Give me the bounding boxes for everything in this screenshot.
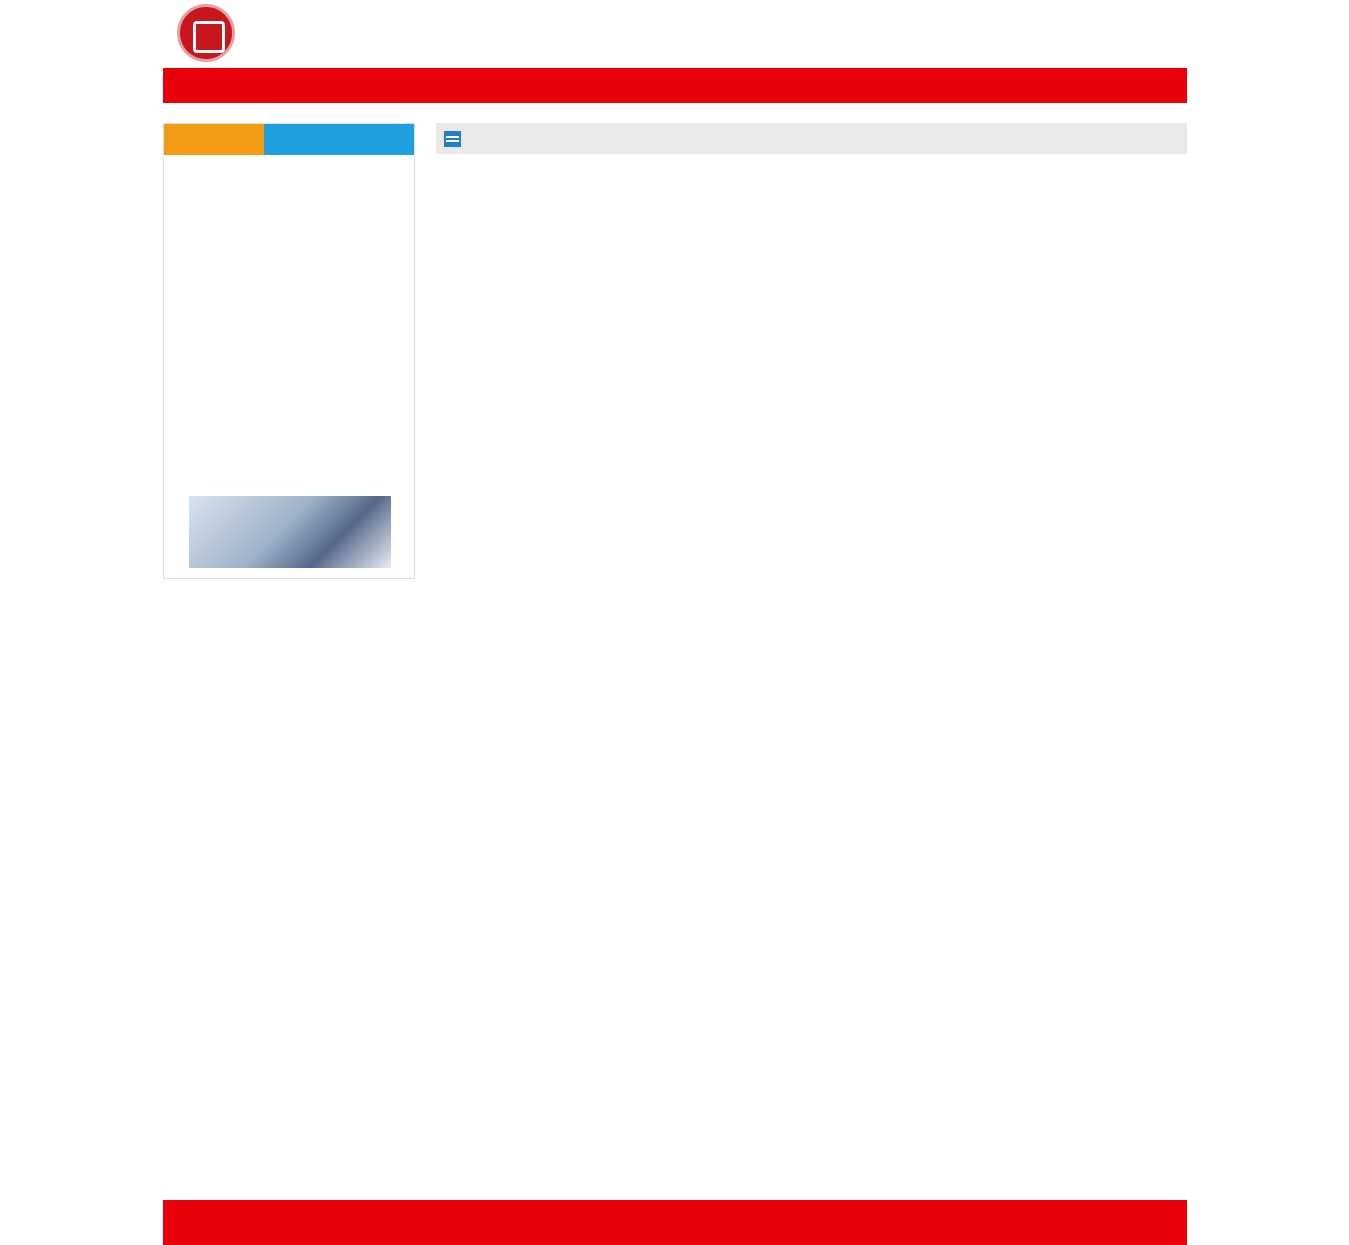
sidebar-title xyxy=(164,124,264,155)
college-seal-icon[interactable] xyxy=(177,4,235,62)
sidebar xyxy=(163,123,415,579)
main-content xyxy=(436,123,1187,154)
sidebar-header xyxy=(164,124,414,155)
page-wrapper xyxy=(163,0,1187,103)
content-header xyxy=(436,123,1187,154)
header-logo-bar xyxy=(163,0,1187,68)
main-nav xyxy=(163,68,1187,103)
footer xyxy=(163,1200,1187,1245)
list-icon xyxy=(444,131,461,147)
contact-us-banner[interactable] xyxy=(189,496,391,568)
